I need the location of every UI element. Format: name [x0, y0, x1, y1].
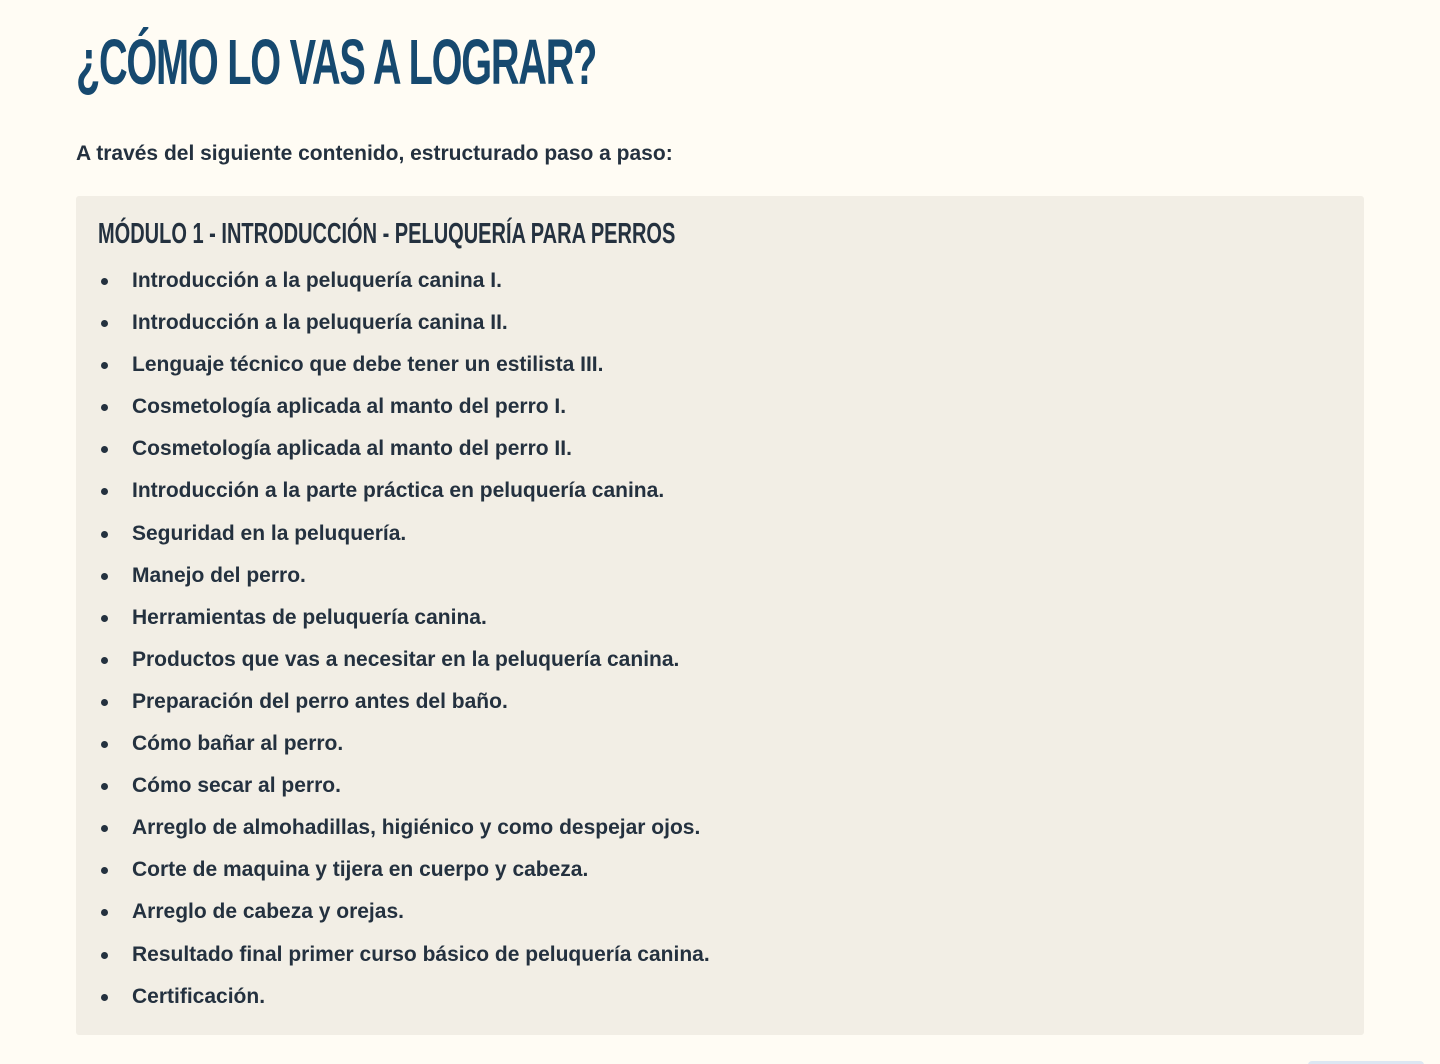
bullet-icon — [101, 952, 108, 959]
bullet-icon — [101, 783, 108, 790]
list-item-text: Introducción a la peluquería canina II. — [132, 311, 508, 335]
bullet-icon — [101, 825, 108, 832]
list-item-text: Corte de maquina y tijera en cuerpo y cabeza. — [132, 858, 589, 882]
list-item — [76, 976, 710, 1018]
bullet-icon — [101, 278, 108, 285]
list-item — [76, 891, 710, 933]
bullet-icon — [101, 488, 108, 495]
list-item-text: Introducción a la peluquería canina I. — [132, 269, 502, 292]
bullet-icon — [101, 657, 108, 664]
list-item — [76, 428, 710, 470]
bullet-icon — [101, 699, 108, 706]
list-item — [76, 807, 710, 849]
list-item-text: Resultado final primer curso básico de peluquería canina. — [132, 942, 710, 966]
list-item — [76, 934, 710, 976]
module-card — [76, 196, 1364, 1035]
list-item-text: Seguridad en la peluquería. — [132, 521, 407, 545]
list-item-text: Arreglo de cabeza y orejas. — [132, 900, 404, 924]
list-item-text: Cómo secar al perro. — [132, 774, 341, 798]
list-item — [76, 639, 710, 681]
list-item — [76, 470, 710, 512]
bullet-icon — [101, 909, 108, 916]
list-item — [76, 681, 710, 723]
list-item-text: Cosmetología aplicada al manto del perro II. — [132, 437, 572, 461]
list-item-text: Introducción a la parte práctica en peluquería canina. — [132, 479, 665, 503]
list-item-text: Herramientas de peluquería canina. — [132, 605, 487, 629]
bullet-icon — [101, 362, 108, 369]
list-item — [76, 344, 710, 386]
module-title: MÓDULO 1 - INTRODUCCIÓN - PELUQUERÍA PARA PERROS — [98, 218, 676, 250]
topic-list — [76, 260, 710, 1018]
list-item-text: Preparación del perro antes del baño. — [132, 689, 508, 713]
list-item-text: Certificación. — [132, 984, 266, 1008]
bullet-icon — [101, 615, 108, 622]
list-item — [76, 765, 710, 807]
list-item — [76, 260, 710, 302]
list-item-text: Manejo del perro. — [132, 563, 306, 587]
list-item — [76, 302, 710, 344]
list-item-text: Arreglo de almohadillas, higiénico y como despejar ojos. — [132, 816, 701, 840]
list-item — [76, 513, 710, 555]
list-item-text: Productos que vas a necesitar en la peluquería canina. — [132, 647, 680, 671]
page-title: ¿CÓMO LO VAS A LOGRAR? — [76, 26, 597, 98]
bullet-icon — [101, 446, 108, 453]
bullet-icon — [101, 404, 108, 411]
bullet-icon — [101, 531, 108, 538]
list-item-text: Cosmetología aplicada al manto del perro I. — [132, 395, 567, 419]
list-item — [76, 386, 710, 428]
list-item — [76, 597, 710, 639]
bullet-icon — [101, 573, 108, 580]
intro-text: A través del siguiente contenido, estructurado paso a paso: — [76, 142, 673, 165]
list-item-text: Lenguaje técnico que debe tener un estilista III. — [132, 353, 604, 377]
list-item-text: Cómo bañar al perro. — [132, 732, 344, 756]
bullet-icon — [101, 994, 108, 1001]
list-item — [76, 849, 710, 891]
bullet-icon — [101, 741, 108, 748]
bullet-icon — [101, 867, 108, 874]
bullet-icon — [101, 320, 108, 327]
list-item — [76, 555, 710, 597]
list-item — [76, 723, 710, 765]
